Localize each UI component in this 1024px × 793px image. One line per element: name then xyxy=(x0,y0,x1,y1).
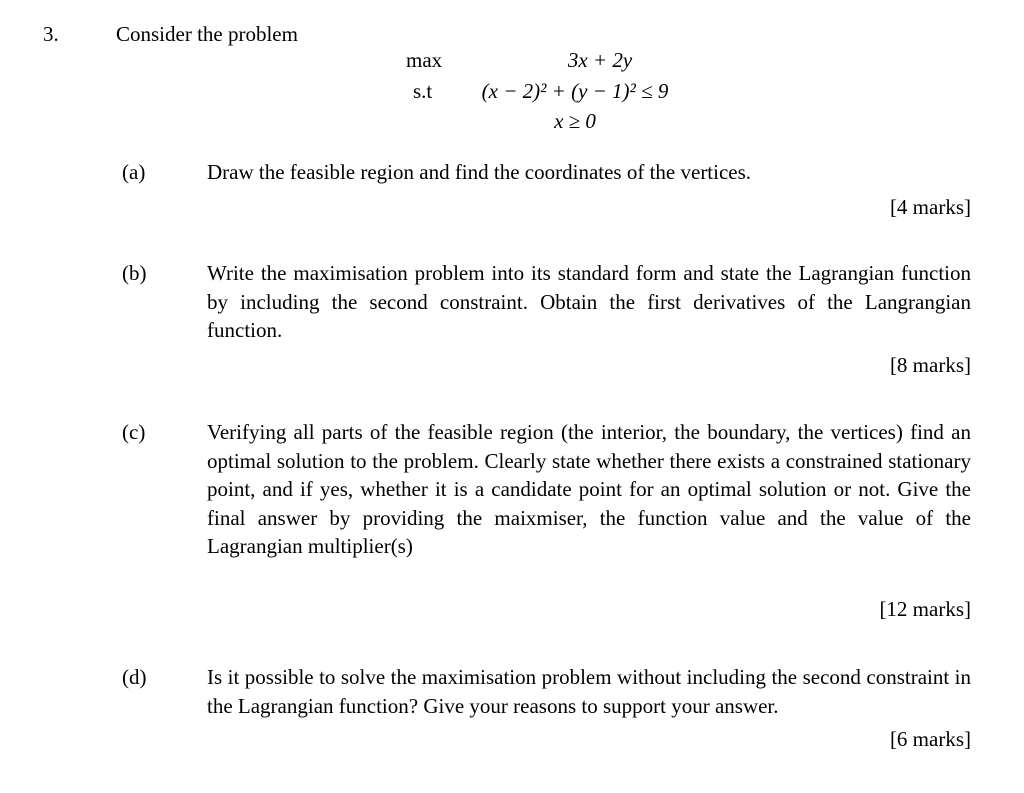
optimization-problem xyxy=(395,46,695,136)
part-a-text: Draw the feasible region and find the coordinates of the vertices. xyxy=(207,160,752,184)
subject-to-label: s.t xyxy=(413,79,433,103)
part-b-marks: [8 marks] xyxy=(889,353,971,377)
part-b-label: (b) xyxy=(122,261,147,285)
part-b-text: Write the maximisation problem into its standard form and state the Lagrangian function by including the second constraint. Obtain the first derivatives of the Langrangian function. xyxy=(207,261,971,342)
part-a-label: (a) xyxy=(122,160,146,184)
part-c-text: Verifying all parts of the feasible region (the interior, the boundary, the vertices) find an optimal solution to the problem. Clearly state whether there exists a constrained stationary point, and if yes, whether it is a candidate point for an optimal solution or not. Give the final answer by providing the maixmiser, the function value and the value of the Lagrangian multiplier(s) xyxy=(207,420,971,558)
question-number: 3. xyxy=(43,22,59,46)
part-a-marks: [4 marks] xyxy=(889,195,971,219)
constraint-circle: (x − 2)² + (y − 1)² ≤ 9 xyxy=(481,79,669,103)
part-d-label: (d) xyxy=(122,665,147,689)
question-intro: Consider the problem xyxy=(116,22,298,46)
part-c-marks: [12 marks] xyxy=(879,597,971,621)
part-d-marks: [6 marks] xyxy=(889,727,971,751)
max-label: max xyxy=(406,48,443,72)
objective-function: 3x + 2y xyxy=(567,48,633,72)
part-d-text: Is it possible to solve the maximisation problem without including the second constraint in the Lagrangian function? Give your reasons to support your answer. xyxy=(207,665,971,718)
constraint-nonnegativity: x ≥ 0 xyxy=(554,109,596,133)
part-c-label: (c) xyxy=(122,420,146,444)
